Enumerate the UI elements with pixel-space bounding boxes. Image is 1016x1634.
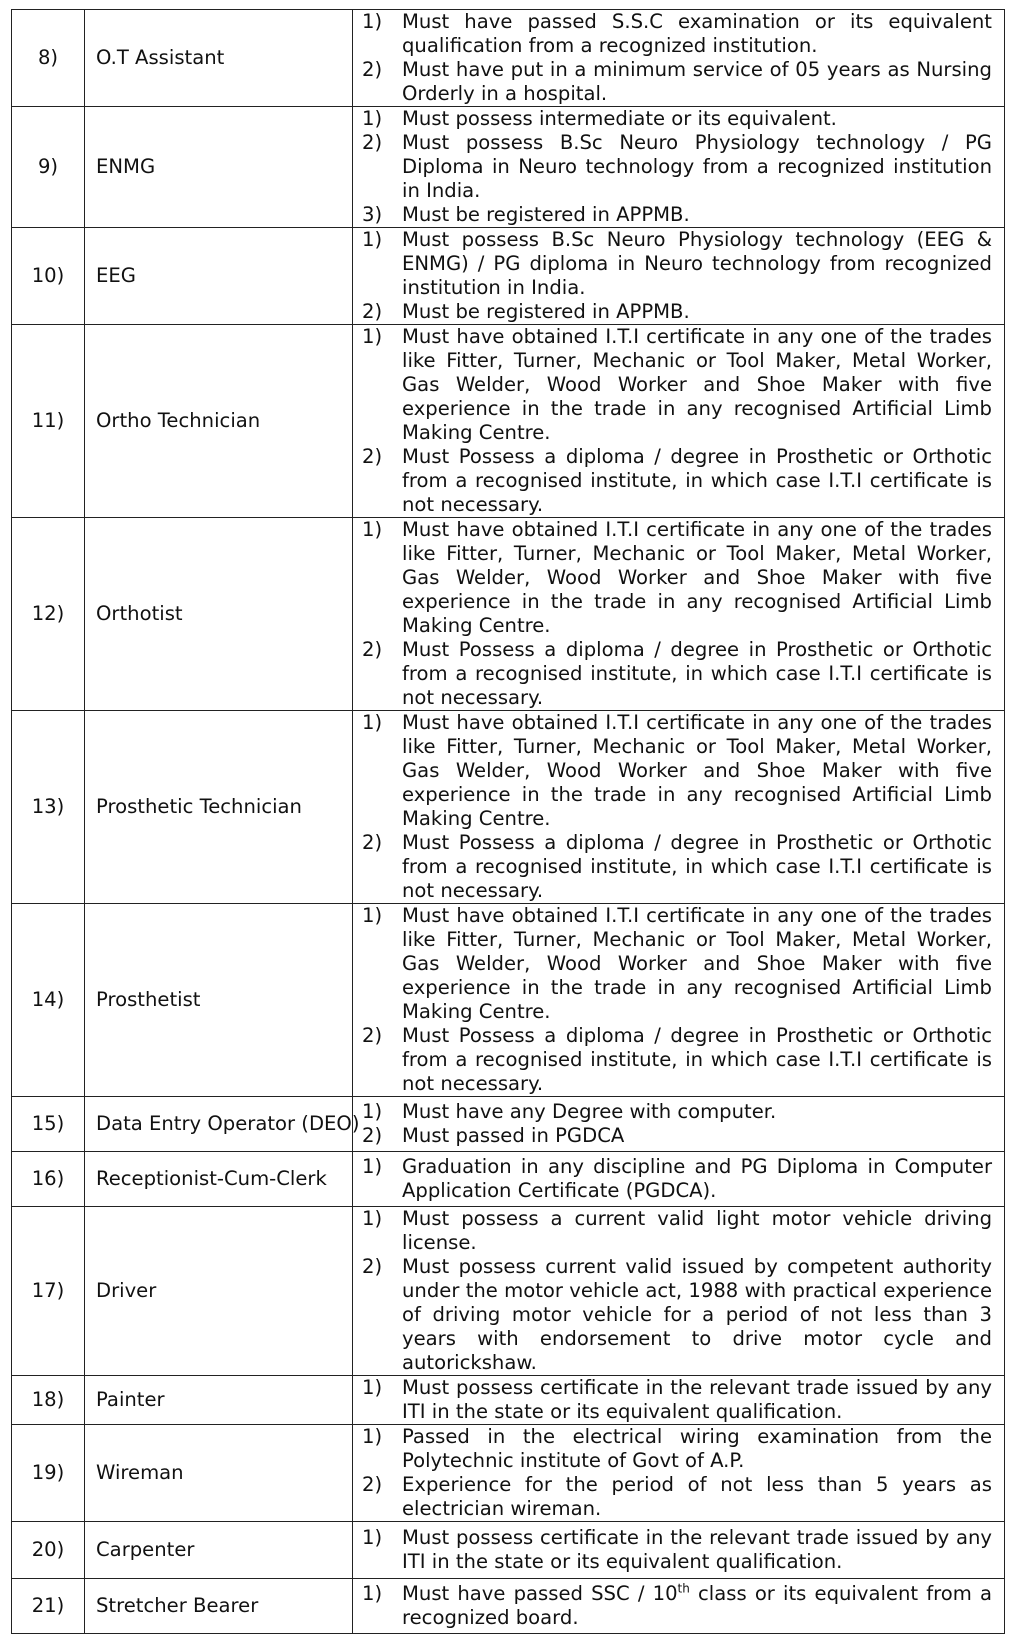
requirement-text: Must have obtained I.T.I certificate in any one of the trades like Fitter, Turner, Mechanic or Tool Maker, Metal Worker, Gas Welder, Wood Worker and Shoe Maker with five experience in the trade in any recognised Artificial Limb Making Centre. (402, 518, 992, 637)
requirement-text: Must possess a current valid light motor vehicle driving license. (402, 1207, 992, 1254)
requirement-number: 2) (362, 131, 383, 154)
requirement-text: Graduation in any discipline and PG Diploma in Computer Application Certificate (PGDCA). (402, 1155, 992, 1202)
table-row (12, 10, 1005, 107)
requirement-number: 2) (362, 445, 383, 468)
table-row (12, 228, 1005, 325)
post-name: Data Entry Operator (DEO) (85, 1097, 353, 1152)
qualification-cell (353, 711, 1005, 904)
qualifications-table-body (12, 10, 1005, 1634)
post-name: Stretcher Bearer (85, 1579, 353, 1634)
requirement-item (362, 1473, 992, 1521)
post-name: Wireman (85, 1425, 353, 1522)
requirement-text: Must Possess a diploma / degree in Prosthetic or Orthotic from a recognised institute, in which case I.T.I certificate is not necessary. (402, 1024, 992, 1095)
requirement-text-part: class or its equivalent from a recognized board. (402, 1582, 992, 1629)
requirement-text: Must possess B.Sc Neuro Physiology technology / PG Diploma in Neuro technology from a recognized institution in India. (402, 131, 992, 202)
post-name: Orthotist (85, 518, 353, 711)
requirement-number: 1) (362, 904, 383, 927)
qualification-cell (353, 1522, 1005, 1579)
requirement-item (362, 107, 992, 131)
qualification-cell (353, 1207, 1005, 1376)
serial-number: 11) (12, 325, 85, 518)
requirement-number: 2) (362, 300, 383, 323)
table-row (12, 1152, 1005, 1207)
post-name: Prosthetic Technician (85, 711, 353, 904)
qualification-cell (353, 1579, 1005, 1634)
requirement-text: Must Possess a diploma / degree in Prosthetic or Orthotic from a recognised institute, in which case I.T.I certificate is not necessary. (402, 831, 992, 902)
qualification-cell (353, 325, 1005, 518)
serial-number: 15) (12, 1097, 85, 1152)
serial-number: 18) (12, 1376, 85, 1425)
requirement-number: 1) (362, 1526, 383, 1549)
requirement-item (362, 203, 992, 227)
requirement-item (362, 228, 992, 300)
qualification-cell (353, 1376, 1005, 1425)
requirement-number: 2) (362, 1024, 383, 1047)
qualification-cell (353, 228, 1005, 325)
requirement-number: 1) (362, 1100, 383, 1123)
requirement-text: Must have obtained I.T.I certificate in any one of the trades like Fitter, Turner, Mechanic or Tool Maker, Metal Worker, Gas Welder, Wood Worker and Shoe Maker with five experience in the trade in any recognised Artificial Limb Making Centre. (402, 711, 992, 830)
post-name: Receptionist-Cum-Clerk (85, 1152, 353, 1207)
requirement-number: 1) (362, 711, 383, 734)
requirement-item (362, 831, 992, 903)
requirement-item (362, 1024, 992, 1096)
requirement-text: Must possess certificate in the relevant trade issued by any ITI in the state or its equivalent qualification. (402, 1376, 992, 1423)
requirement-item (362, 10, 992, 58)
requirement-number: 3) (362, 203, 383, 226)
requirement-text: Must have obtained I.T.I certificate in any one of the trades like Fitter, Turner, Mechanic or Tool Maker, Metal Worker, Gas Welder, Wood Worker and Shoe Maker with five experience in the trade in any recognised Artificial Limb Making Centre. (402, 325, 992, 444)
requirement-number: 2) (362, 1255, 383, 1278)
requirement-number: 1) (362, 1582, 383, 1605)
table-row (12, 107, 1005, 228)
serial-number: 21) (12, 1579, 85, 1634)
requirement-number: 2) (362, 831, 383, 854)
requirement-number: 1) (362, 107, 383, 130)
serial-number: 20) (12, 1522, 85, 1579)
requirement-text: Passed in the electrical wiring examination from the Polytechnic institute of Govt of A.P. (402, 1425, 992, 1472)
table-row (12, 904, 1005, 1097)
qualifications-table (11, 9, 1005, 1634)
post-name: Carpenter (85, 1522, 353, 1579)
requirement-item (362, 445, 992, 517)
requirement-text: Must possess intermediate or its equivalent. (402, 107, 837, 130)
post-name: ENMG (85, 107, 353, 228)
serial-number: 9) (12, 107, 85, 228)
requirement-item (362, 638, 992, 710)
requirement-item (362, 711, 992, 831)
table-row (12, 1579, 1005, 1634)
serial-number: 14) (12, 904, 85, 1097)
requirement-item (362, 1155, 992, 1203)
serial-number: 13) (12, 711, 85, 904)
table-row (12, 325, 1005, 518)
requirement-number: 1) (362, 518, 383, 541)
requirement-text: Must possess current valid issued by competent authority under the motor vehicle act, 1988 with practical experience of driving motor vehicle for a period of not less than 3 years with endorsement to drive motor cycle and autorickshaw. (402, 1255, 992, 1374)
post-name: Prosthetist (85, 904, 353, 1097)
qualification-cell (353, 10, 1005, 107)
qualification-cell (353, 904, 1005, 1097)
post-name: Ortho Technician (85, 325, 353, 518)
requirement-text: Must have passed S.S.C examination or its equivalent qualification from a recognized institution. (402, 10, 992, 57)
post-name: Driver (85, 1207, 353, 1376)
requirement-item (362, 518, 992, 638)
serial-number: 12) (12, 518, 85, 711)
requirement-item (362, 325, 992, 445)
ordinal-superscript: th (677, 1581, 690, 1596)
requirement-item (362, 1124, 992, 1148)
table-row (12, 1097, 1005, 1152)
table-row (12, 1425, 1005, 1522)
requirement-text: Must possess certificate in the relevant trade issued by any ITI in the state or its equivalent qualification. (402, 1526, 992, 1573)
requirement-text: Must have obtained I.T.I certificate in any one of the trades like Fitter, Turner, Mechanic or Tool Maker, Metal Worker, Gas Welder, Wood Worker and Shoe Maker with five experience in the trade in any recognised Artificial Limb Making Centre. (402, 904, 992, 1023)
requirement-text: Experience for the period of not less than 5 years as electrician wireman. (402, 1473, 992, 1520)
requirement-number: 1) (362, 1155, 383, 1178)
requirement-number: 1) (362, 325, 383, 348)
table-row (12, 1376, 1005, 1425)
requirement-text-part: Must have passed SSC / 10 (402, 1582, 678, 1605)
requirement-text: Must Possess a diploma / degree in Prosthetic or Orthotic from a recognised institute, in which case I.T.I certificate is not necessary. (402, 445, 992, 516)
requirement-item (362, 131, 992, 203)
table-row (12, 1522, 1005, 1579)
requirement-number: 1) (362, 10, 383, 33)
table-row (12, 711, 1005, 904)
qualification-cell (353, 1425, 1005, 1522)
post-name: EEG (85, 228, 353, 325)
serial-number: 8) (12, 10, 85, 107)
requirement-item (362, 1582, 992, 1630)
requirement-item (362, 1255, 992, 1375)
requirement-item (362, 904, 992, 1024)
qualification-cell (353, 107, 1005, 228)
requirement-text: Must Possess a diploma / degree in Prosthetic or Orthotic from a recognised institute, in which case I.T.I certificate is not necessary. (402, 638, 992, 709)
requirement-item (362, 300, 992, 324)
requirement-text: Must be registered in APPMB. (402, 300, 690, 323)
requirement-number: 1) (362, 1207, 383, 1230)
requirement-item (362, 1425, 992, 1473)
post-name: Painter (85, 1376, 353, 1425)
table-row (12, 1207, 1005, 1376)
serial-number: 10) (12, 228, 85, 325)
requirement-item (362, 1100, 992, 1124)
requirement-text (402, 1582, 992, 1630)
requirement-number: 2) (362, 638, 383, 661)
post-name: O.T Assistant (85, 10, 353, 107)
serial-number: 17) (12, 1207, 85, 1376)
requirement-number: 2) (362, 1124, 383, 1147)
requirement-text: Must have put in a minimum service of 05 years as Nursing Orderly in a hospital. (402, 58, 992, 105)
serial-number: 19) (12, 1425, 85, 1522)
requirement-number: 1) (362, 1376, 383, 1399)
requirement-text: Must be registered in APPMB. (402, 203, 690, 226)
qualification-cell (353, 1152, 1005, 1207)
requirement-item (362, 58, 992, 106)
requirement-item (362, 1376, 992, 1424)
qualification-cell (353, 518, 1005, 711)
requirement-item (362, 1207, 992, 1255)
requirement-number: 2) (362, 1473, 383, 1496)
requirement-text: Must have any Degree with computer. (402, 1100, 777, 1123)
requirement-text: Must passed in PGDCA (402, 1124, 625, 1147)
requirement-item (362, 1526, 992, 1574)
requirement-number: 1) (362, 1425, 383, 1448)
table-row (12, 518, 1005, 711)
serial-number: 16) (12, 1152, 85, 1207)
requirement-text: Must possess B.Sc Neuro Physiology technology (EEG & ENMG) / PG diploma in Neuro technology from recognized institution in India. (402, 228, 992, 299)
requirement-number: 2) (362, 58, 383, 81)
qualification-cell (353, 1097, 1005, 1152)
requirement-number: 1) (362, 228, 383, 251)
